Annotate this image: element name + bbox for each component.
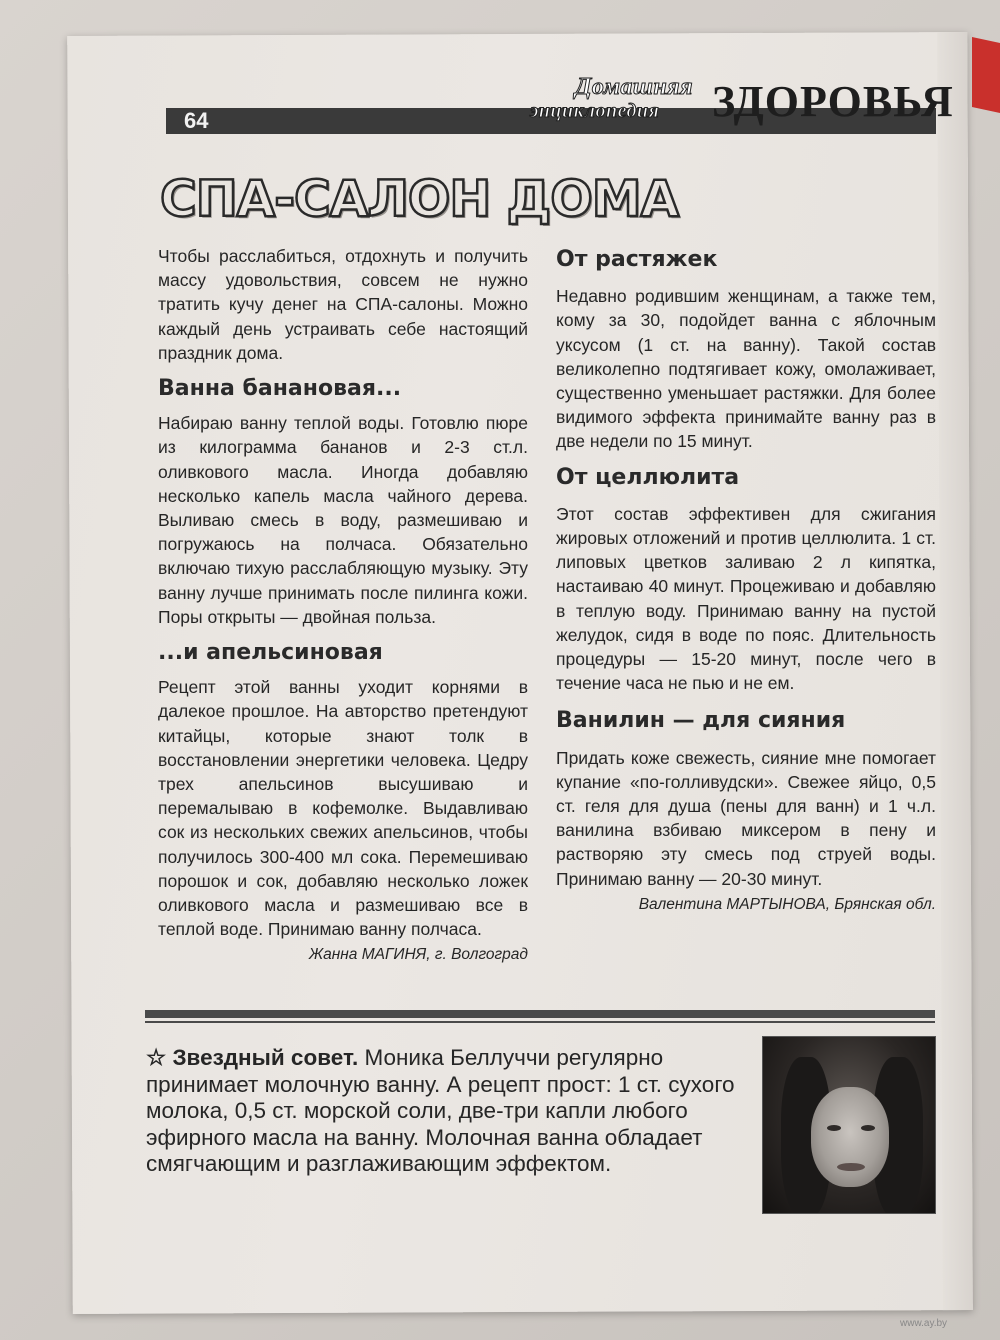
intro-paragraph: Чтобы расслабиться, отдохнуть и получить массу удовольствия, совсем не нужно тратить кучу денег на СПА-салоны. Можно каждый день устраивать себе настоящий праздник дома.: [158, 246, 528, 363]
page-number: 64: [184, 108, 209, 133]
star-icon: ☆: [146, 1045, 167, 1070]
brand-line-1: Домашняя: [575, 74, 693, 100]
article-title: СПА-САЛОН ДОМА: [160, 170, 679, 228]
heading-banana: Ванна банановая...: [158, 376, 402, 402]
heading-stretch-marks: От растяжек: [556, 247, 718, 272]
red-page-tab: [972, 37, 1000, 113]
heading-vanilla: Ванилин — для сияния: [556, 708, 846, 734]
heading-cellulite: От целлюлита: [556, 464, 740, 490]
photo-face: [811, 1087, 889, 1187]
divider-thick: [145, 1010, 935, 1018]
star-tip: [146, 1045, 736, 1178]
celebrity-photo: [762, 1036, 936, 1214]
brand-main: ЗДОРОВЬЯ: [712, 77, 954, 126]
stretch-marks-paragraph: Недавно родившим женщинам, а также тем, кому за 30, подойдет ванна с яблочным уксусом (1 ст. на ванну). Такой состав великолепно подтягивает кожу, омолаживает, существенно уменьшает растяжки. Для более видимого эффекта принимайте ванну раз в две недели по 15 минут.: [556, 286, 936, 452]
banana-paragraph: Набираю ванну теплой воды. Готовлю пюре из килограмма бананов и 2-3 ст.л. оливкового масла. Иногда добавляю несколько капель масла чайного дерева. Выливаю смесь в воду, размешиваю и погружаюсь на полчаса. Обязательно включаю тихую расслабляющую музыку. Эту ванну лучше принимать после пилинга кожи. Поры открыты — двойная польза.: [158, 413, 528, 627]
photo-eye-left: [827, 1125, 841, 1131]
page-spine-shadow: [937, 32, 973, 1310]
brand-line-2: энциклопедия: [530, 100, 660, 122]
left-column: [158, 244, 528, 968]
orange-paragraph: Рецепт этой ванны уходит корнями в далекое прошлое. На авторство претендуют китайцы, которые знают толк в восстановлении энергетики человека. Цедру трех апельсинов высушиваю и перемалываю в кофемолке. Выдавливаю сок из нескольких свежих апельсинов, чтобы получилось 300-400 мл сока. Перемешиваю порошок и сок, добавляю несколько ложек оливкового масла и размешиваю все в теплой воде. Принимаю ванну полчаса.: [158, 677, 528, 940]
tip-lead: Звездный совет.: [172, 1045, 359, 1070]
photo-eye-right: [861, 1125, 875, 1131]
right-column: [556, 248, 936, 917]
watermark: www.ay.by: [900, 1318, 948, 1329]
left-signature: Жанна МАГИНЯ, г. Волгоград: [308, 946, 528, 964]
cellulite-paragraph: Этот состав эффективен для сжигания жировых отложений и против целлюлита. 1 ст. липовых цветков заливаю 2 л кипятка, настаиваю 40 минут. Процеживаю и добавляю в теплую воду. Принимаю ванну на пустой желудок, сидя в воде по пояс. Длительность процедуры — 15-20 минут, после чего в течение часа не пью и не ем.: [556, 503, 936, 694]
vanilla-paragraph: Придать коже свежесть, сияние мне помогает купание «по-голливудски». Свежее яйцо, 0,5 ст. геля для душа (пены для ванн) и 1 ч.л. ванилина взбиваю миксером в пену и растворяю эту смесь под струей воды. Принимаю ванну — 20-30 минут.: [556, 747, 936, 889]
divider-thin: [145, 1021, 935, 1023]
tip-text: Моника Беллуччи регулярно принимает молочную ванну. А рецепт прост: 1 ст. сухого молока, 0,5 ст. морской соли, две-три капли любого эфирного масла на ванну. Молочная ванна обладает смягчающим и разглаживающим эффектом.: [146, 1045, 735, 1177]
heading-orange: ...и апельсиновая: [158, 640, 383, 666]
right-signature: Валентина МАРТЫНОВА, Брянская обл.: [638, 895, 936, 913]
photo-mouth: [837, 1163, 865, 1171]
